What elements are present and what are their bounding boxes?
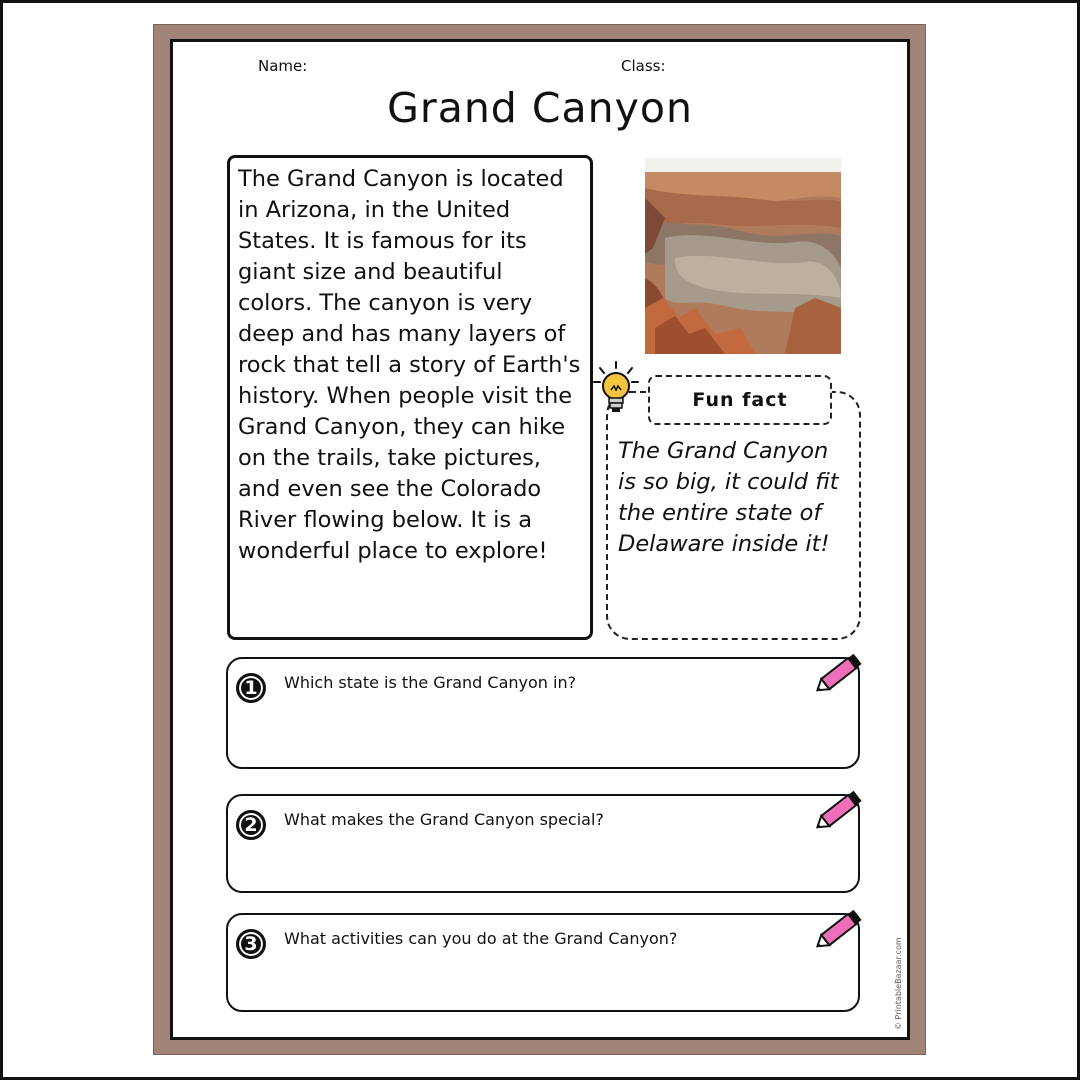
question-number-badge: 2 bbox=[236, 810, 266, 840]
fun-fact-text: The Grand Canyon is so big, it could fit the entire state of Delaware inside it! bbox=[618, 438, 839, 557]
question-3-answer-box[interactable] bbox=[226, 913, 860, 1012]
question-1-answer-box[interactable] bbox=[226, 657, 860, 769]
name-label: Name: bbox=[258, 57, 308, 75]
question-2-answer-box[interactable] bbox=[226, 794, 860, 893]
page-title: Grand Canyon bbox=[387, 84, 693, 132]
question-number-badge: 3 bbox=[236, 929, 266, 959]
class-label: Class: bbox=[621, 57, 666, 75]
pencil-icon bbox=[812, 907, 866, 953]
question-text: What activities can you do at the Grand Canyon? bbox=[284, 929, 678, 948]
question-text: Which state is the Grand Canyon in? bbox=[284, 673, 577, 692]
reading-passage: The Grand Canyon is located in Arizona, in the United States. It is famous for its giant size and beautiful colors. The canyon is very deep and has many layers of rock that tell a story of Earth's history. When people visit the Grand Canyon, they can hike on the trails, take pictures, and even see the Colorado River flowing below. It is a wonderful place to explore! bbox=[238, 166, 581, 564]
question-text: What makes the Grand Canyon special? bbox=[284, 810, 604, 829]
copyright-text: © PrintableBazaar.com bbox=[894, 937, 903, 1030]
lightbulb-icon bbox=[592, 360, 640, 420]
pencil-icon bbox=[812, 651, 866, 697]
fun-fact-label: Fun fact bbox=[648, 375, 832, 425]
pencil-icon bbox=[812, 788, 866, 834]
canyon-photo bbox=[645, 158, 841, 354]
question-number-badge: 1 bbox=[236, 673, 266, 703]
reading-passage-box bbox=[227, 155, 593, 640]
